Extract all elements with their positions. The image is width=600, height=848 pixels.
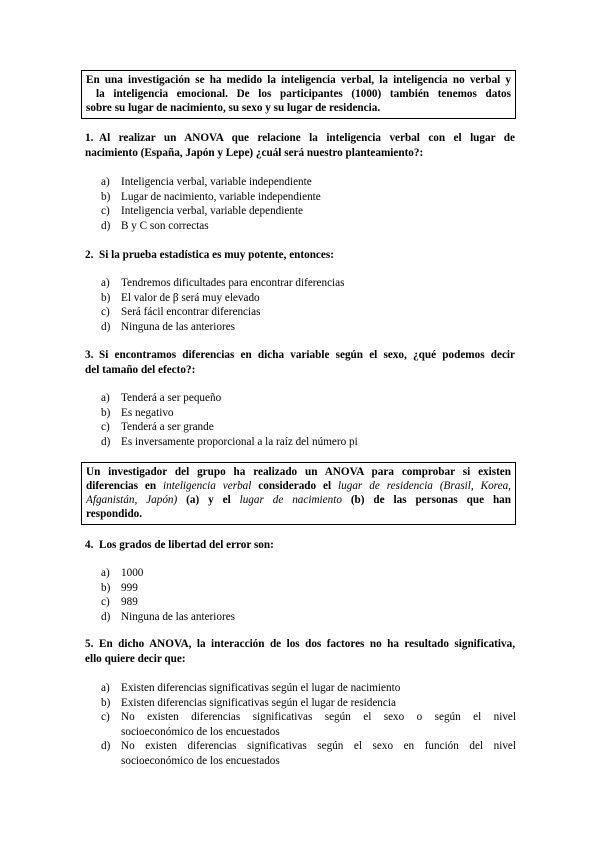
question-3-line-1: Si encontramos diferencias en dicha variable según el sexo, ¿qué podemos decir bbox=[99, 349, 515, 361]
option-letter: d) bbox=[101, 320, 111, 333]
option-text: Existen diferencias significativas según el lugar de nacimiento bbox=[121, 682, 401, 694]
factor-residence: lugar de residencia (Brasil, Korea, bbox=[338, 480, 511, 492]
option-letter: a) bbox=[101, 682, 110, 694]
question-3-options bbox=[101, 391, 516, 449]
option-5b[interactable] bbox=[101, 696, 516, 711]
option-letter: c) bbox=[101, 205, 110, 218]
option-text: Tendremos dificultades para encontrar diferencias bbox=[121, 277, 345, 289]
option-text: 999 bbox=[121, 581, 138, 594]
option-2c[interactable] bbox=[101, 305, 516, 320]
option-text: Inteligencia verbal, variable independiente bbox=[121, 176, 312, 188]
context-text: (a) y el bbox=[177, 494, 240, 506]
option-text: El valor de β será muy elevado bbox=[121, 291, 260, 304]
question-5 bbox=[85, 637, 515, 667]
question-2-number: 2. bbox=[85, 249, 94, 261]
option-4c[interactable] bbox=[101, 595, 516, 610]
option-2d[interactable] bbox=[101, 320, 516, 335]
question-1-line-2: nacimiento (España, Japón y Lepe) ¿cuál será nuestro planteamiento?: bbox=[85, 147, 424, 159]
option-letter: b) bbox=[101, 406, 111, 419]
option-text: 1000 bbox=[121, 567, 144, 579]
option-3b[interactable] bbox=[101, 406, 516, 421]
question-2 bbox=[85, 248, 515, 263]
option-4b[interactable] bbox=[101, 581, 516, 596]
option-1d[interactable] bbox=[101, 219, 516, 234]
option-letter: b) bbox=[101, 581, 111, 594]
option-5a[interactable] bbox=[101, 681, 516, 696]
question-1 bbox=[85, 131, 515, 161]
context-line-4: respondido. bbox=[86, 508, 143, 520]
option-letter: b) bbox=[101, 190, 111, 203]
option-4d[interactable] bbox=[101, 610, 516, 625]
option-text: Lugar de nacimiento, variable independiente bbox=[121, 190, 321, 203]
option-letter: d) bbox=[101, 435, 111, 448]
context-text: diferencias en bbox=[86, 480, 164, 492]
option-1c[interactable] bbox=[101, 204, 516, 219]
option-text: Será fácil encontrar diferencias bbox=[121, 306, 261, 319]
option-letter: c) bbox=[101, 711, 110, 724]
option-letter: a) bbox=[101, 176, 110, 188]
option-letter: c) bbox=[101, 306, 110, 319]
factor-residence-cont: Afganistán, Japón) bbox=[86, 494, 178, 506]
option-text: Ninguna de las anteriores bbox=[121, 320, 236, 333]
option-text-continued: socioeconómico de los encuestados bbox=[121, 754, 280, 767]
question-1-options bbox=[101, 175, 516, 233]
option-letter: d) bbox=[101, 219, 111, 232]
variable-verbal-intelligence: inteligencia verbal bbox=[163, 480, 252, 492]
intro-box bbox=[81, 70, 516, 119]
context-box bbox=[81, 462, 516, 525]
intro-line-2: la inteligencia emocional. De los participantes (1000) también tenemos datos bbox=[96, 88, 511, 100]
option-letter: a) bbox=[101, 567, 110, 579]
question-1-line-1: Al realizar un ANOVA que relacione la inteligencia verbal con el lugar de bbox=[99, 132, 515, 144]
option-2a[interactable] bbox=[101, 276, 516, 291]
factor-birthplace: lugar de nacimiento bbox=[239, 494, 342, 506]
question-5-number: 5. bbox=[85, 638, 94, 650]
option-text: No existen diferencias significativas según el sexo o según el nivel bbox=[121, 711, 516, 724]
context-text: considerado el bbox=[251, 480, 339, 492]
option-5d[interactable] bbox=[101, 739, 516, 768]
question-5-line-2: ello quiere decir que: bbox=[85, 653, 186, 665]
option-3d[interactable] bbox=[101, 435, 516, 450]
option-text: Tenderá a ser grande bbox=[121, 421, 214, 434]
option-text: Inteligencia verbal, variable dependiente bbox=[121, 205, 304, 218]
option-text: Tenderá a ser pequeño bbox=[121, 392, 222, 404]
question-5-options bbox=[101, 681, 516, 769]
context-line-1: Un investigador del grupo ha realizado un ANOVA para comprobar si existen bbox=[86, 466, 511, 478]
question-4-line-1: Los grados de libertad del error son: bbox=[99, 539, 274, 551]
context-text: (b) de las personas que han bbox=[341, 494, 511, 506]
option-text: Existen diferencias significativas según el lugar de residencia bbox=[121, 696, 396, 709]
option-text: Es inversamente proporcional a la raíz del número pi bbox=[121, 435, 358, 448]
option-text: No existen diferencias significativas según el sexo en función del nivel bbox=[121, 740, 516, 753]
option-letter: a) bbox=[101, 277, 110, 289]
option-3a[interactable] bbox=[101, 391, 516, 406]
option-text: 989 bbox=[121, 596, 138, 609]
intro-line-3: sobre su lugar de nacimiento, su sexo y su lugar de residencia. bbox=[86, 102, 381, 114]
option-text: Ninguna de las anteriores bbox=[121, 610, 236, 623]
option-letter: c) bbox=[101, 596, 110, 609]
question-4-number: 4. bbox=[85, 539, 94, 551]
question-3-number: 3. bbox=[85, 349, 94, 361]
question-3-line-2: del tamaño del efecto?: bbox=[85, 364, 196, 376]
question-3 bbox=[85, 348, 515, 378]
option-letter: c) bbox=[101, 421, 110, 434]
option-text: B y C son correctas bbox=[121, 219, 209, 232]
question-4-options bbox=[101, 566, 516, 624]
question-2-line-1: Si la prueba estadística es muy potente, entonces: bbox=[99, 249, 334, 261]
option-1b[interactable] bbox=[101, 190, 516, 205]
option-5c[interactable] bbox=[101, 710, 516, 739]
question-1-number: 1. bbox=[85, 132, 94, 144]
option-letter: a) bbox=[101, 392, 110, 404]
question-2-options bbox=[101, 276, 516, 334]
option-letter: b) bbox=[101, 696, 111, 709]
intro-line-1: En una investigación se ha medido la inteligencia verbal, la inteligencia no verbal y bbox=[86, 74, 511, 86]
option-text-continued: socioeconómico de los encuestados bbox=[121, 725, 280, 738]
option-3c[interactable] bbox=[101, 420, 516, 435]
option-letter: d) bbox=[101, 610, 111, 623]
option-2b[interactable] bbox=[101, 291, 516, 306]
option-4a[interactable] bbox=[101, 566, 516, 581]
option-letter: b) bbox=[101, 291, 111, 304]
option-1a[interactable] bbox=[101, 175, 516, 190]
question-4 bbox=[85, 538, 515, 553]
option-letter: d) bbox=[101, 740, 111, 753]
option-text: Es negativo bbox=[121, 406, 174, 419]
question-5-line-1: En dicho ANOVA, la interacción de los dos factores no ha resultado significativa, bbox=[99, 638, 515, 650]
